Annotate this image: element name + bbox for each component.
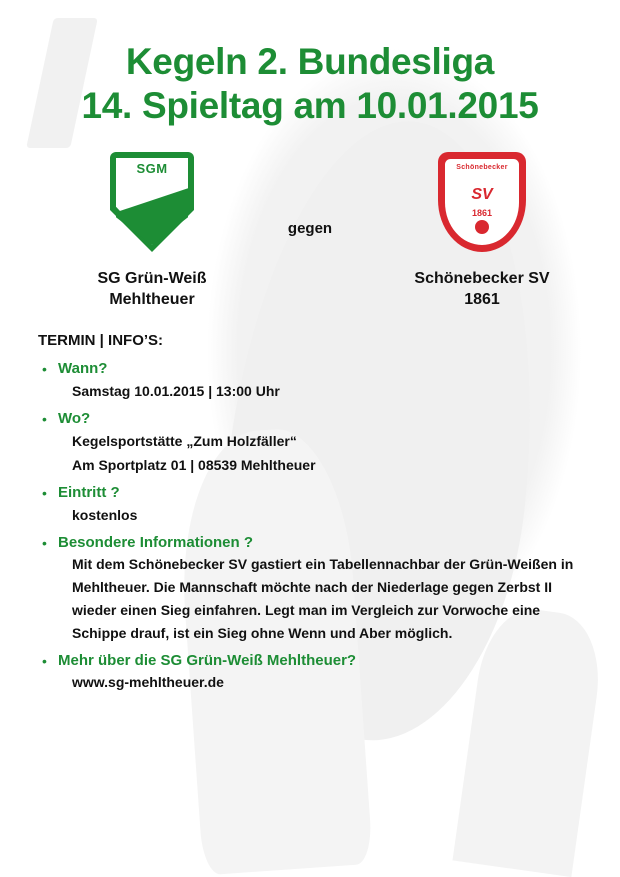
- info-answer-line-1: Kegelsportstätte „Zum Holzfäller“: [72, 433, 297, 449]
- info-answer: Samstag 10.01.2015 | 13:00 Uhr: [72, 383, 280, 399]
- info-question: Wo?: [58, 410, 91, 427]
- versus-label: gegen: [287, 220, 333, 237]
- shield-sv-label: SV: [471, 186, 493, 203]
- poster-title: [0, 0, 620, 128]
- info-item-eintritt: [38, 483, 584, 527]
- shield-label: SGM: [136, 161, 168, 176]
- bullet-icon: •: [42, 653, 47, 669]
- title-line-2: 14. Spieltag am 10.01.2015: [81, 85, 539, 126]
- team-home-name: [52, 268, 252, 310]
- shield-year-label: 1861: [471, 208, 493, 218]
- info-question: Besondere Informationen ?: [58, 534, 254, 551]
- sgm-shield-icon: [110, 152, 194, 252]
- info-item-wann: [38, 359, 584, 403]
- bullet-icon: •: [42, 361, 47, 377]
- bowling-ball-icon: [475, 220, 489, 234]
- info-item-mehr-ueber: [38, 651, 584, 694]
- title-line-1: Kegeln 2. Bundesliga: [125, 41, 495, 82]
- team-away-name: [382, 268, 582, 310]
- schoenebecker-sv-shield-icon: [438, 152, 526, 252]
- bullet-icon: •: [42, 535, 47, 551]
- bullet-icon: •: [42, 411, 47, 427]
- info-question: Mehr über die SG Grün-Weiß Mehltheuer?: [58, 652, 357, 669]
- team-away-name-line-1: Schönebecker SV: [414, 270, 550, 287]
- team-away: [382, 152, 582, 310]
- info-heading: TERMIN | INFO’S:: [38, 332, 164, 349]
- info-answer-line-2: Am Sportplatz 01 | 08539 Mehltheuer: [72, 457, 316, 473]
- teams-row: [0, 152, 620, 322]
- team-home-crest-wrap: [52, 152, 252, 252]
- info-item-besondere-informationen: [38, 533, 584, 645]
- bullet-icon: •: [42, 485, 47, 501]
- info-answer: kostenlos: [72, 507, 138, 523]
- shield-arc-label: Schönebecker: [456, 164, 508, 171]
- website-link[interactable]: www.sg-mehltheuer.de: [72, 674, 224, 690]
- team-away-name-line-2: 1861: [464, 291, 500, 308]
- info-question: Wann?: [58, 360, 108, 377]
- info-answer-paragraph: Mit dem Schönebecker SV gastiert ein Tabellennachbar der Grün-Weißen in Mehltheuer. Die Mannschaft möchte nach der Niederlage gegen Zerbst II wieder einen Sieg einfahren. Legt man im Vergleich zur Vorwoche eine Schippe drauf, ist ein Sieg ohne Wenn und Aber möglich.: [72, 556, 574, 641]
- team-home-name-line-2: Mehltheuer: [109, 291, 195, 308]
- team-away-crest-wrap: [382, 152, 582, 252]
- team-home-name-line-1: SG Grün-Weiß: [97, 270, 207, 287]
- info-item-wo: [38, 409, 584, 477]
- info-section: [0, 332, 620, 694]
- info-question: Eintritt ?: [58, 484, 120, 501]
